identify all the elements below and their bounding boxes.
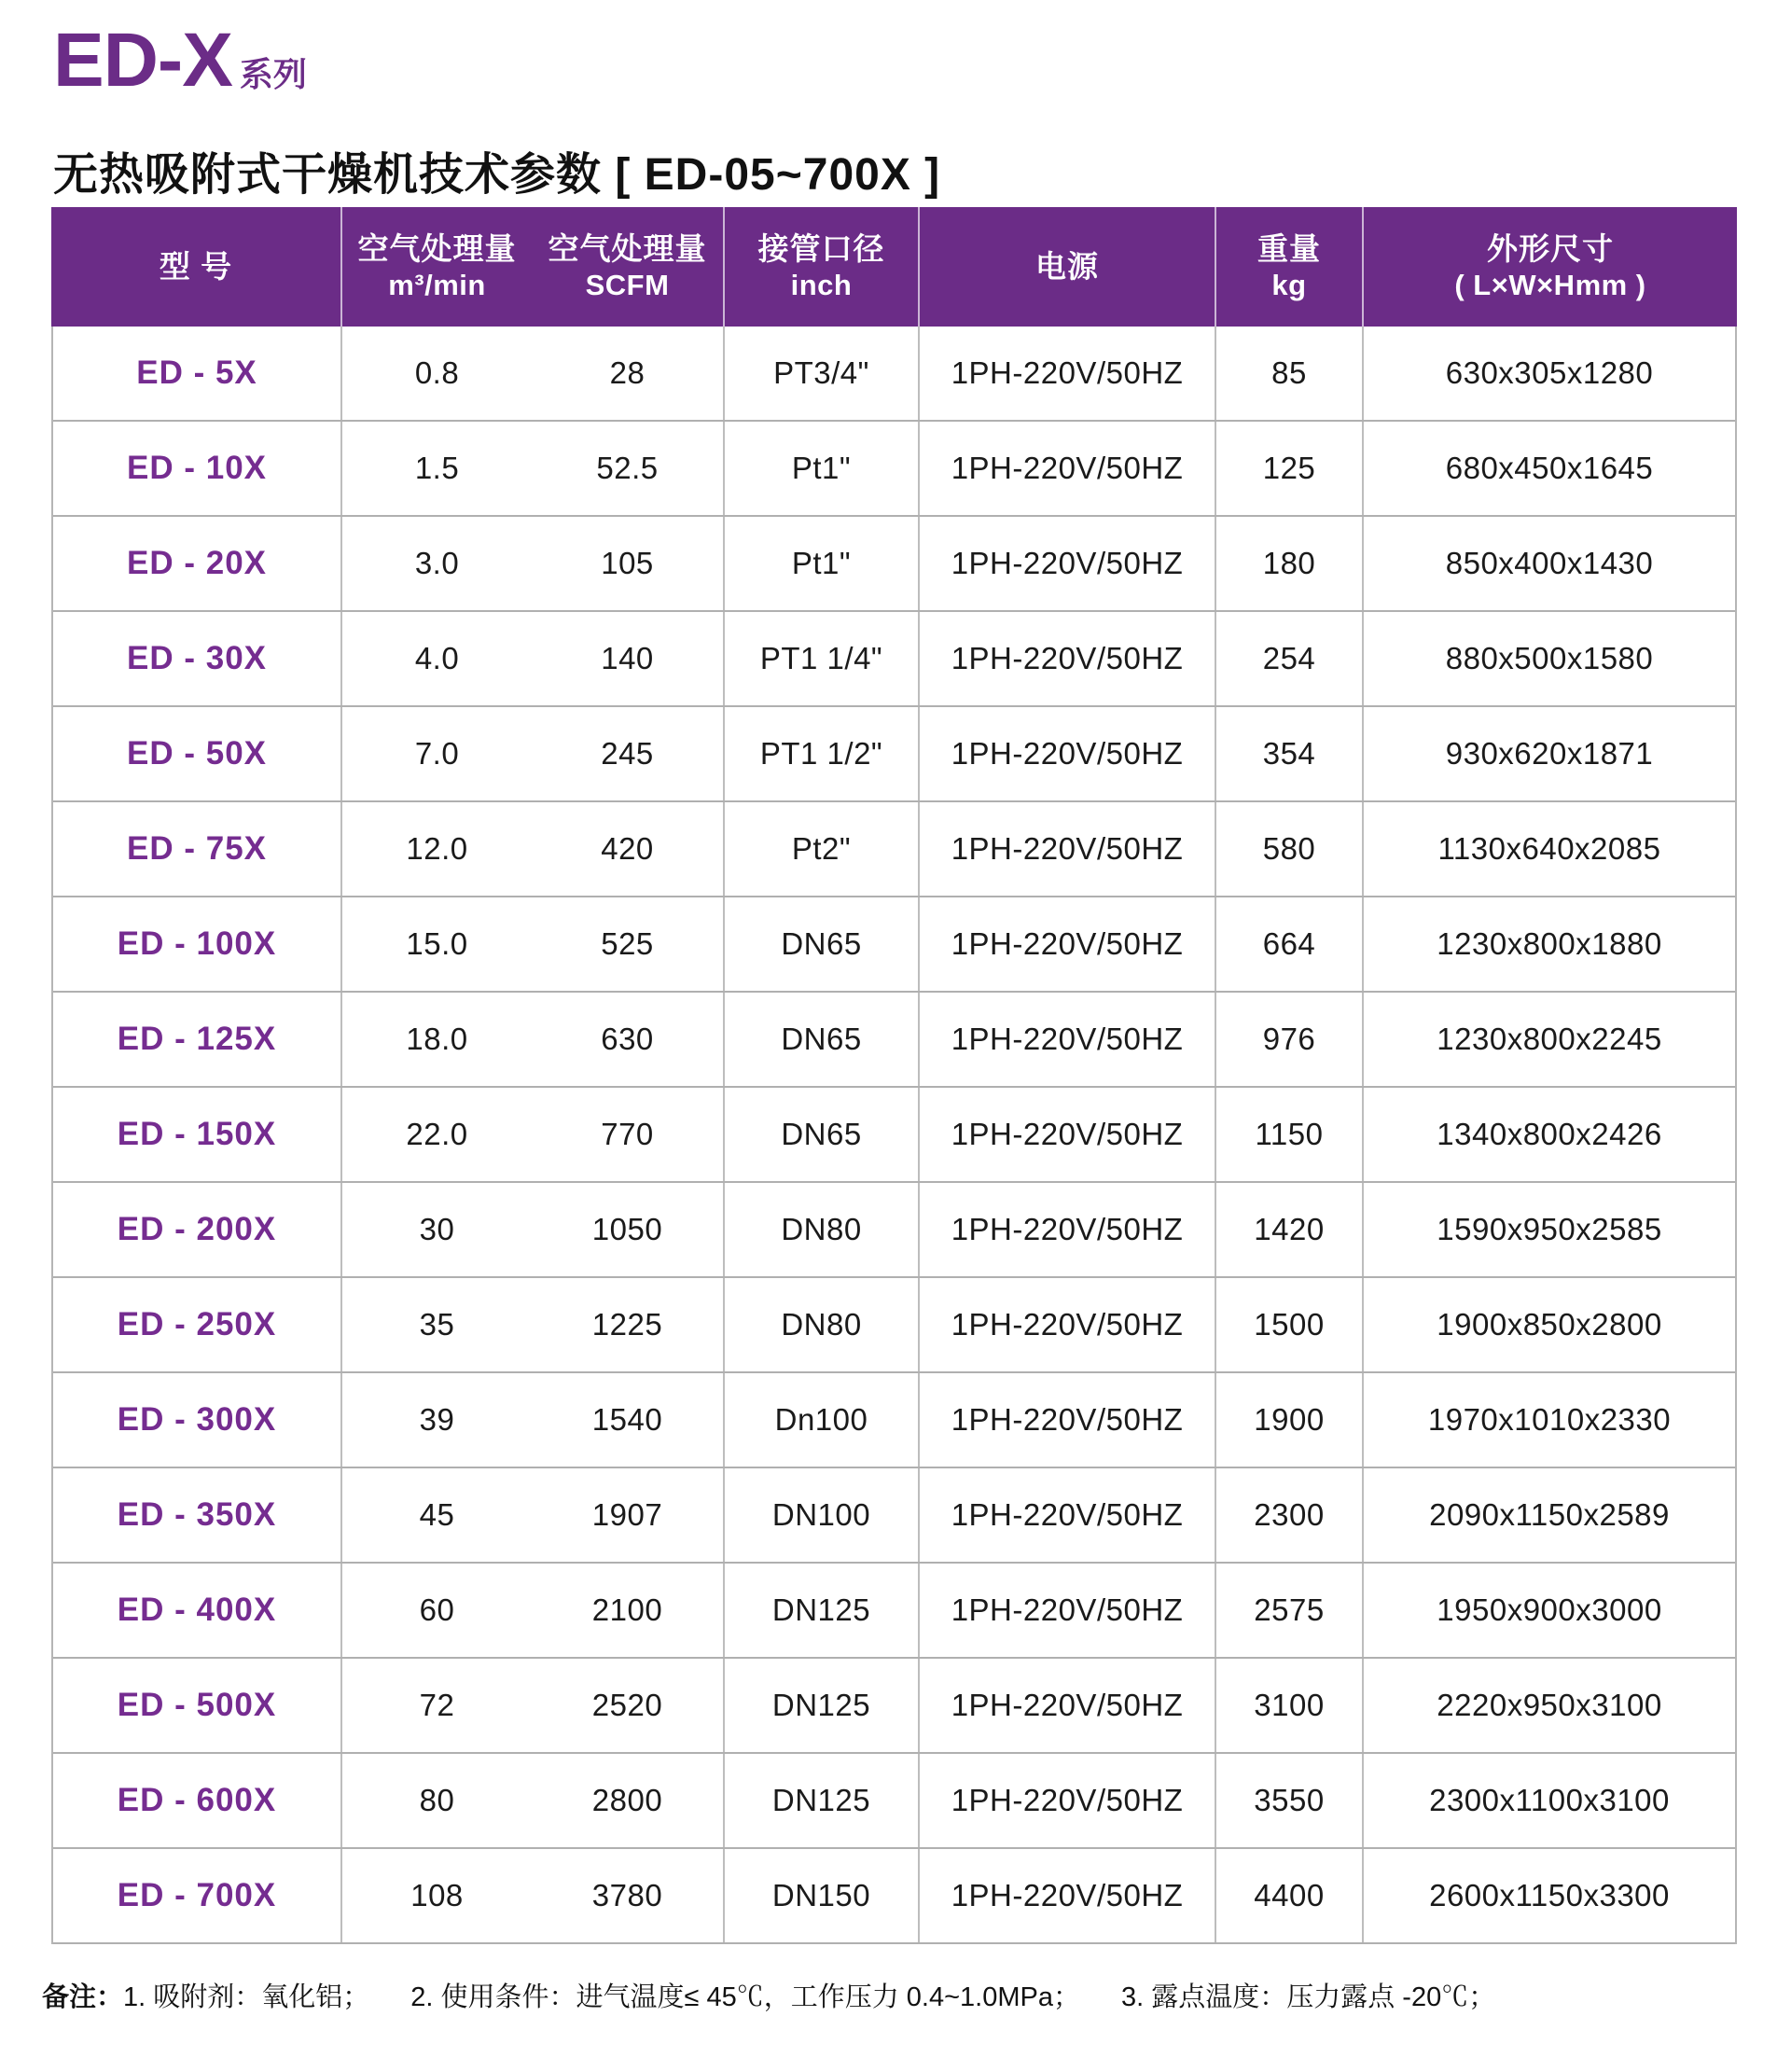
cell-capacity-scfm: 2520 (591, 1688, 663, 1722)
cell-capacity-m3min: 15.0 (340, 897, 532, 991)
cell-weight: 4400 (1215, 1849, 1362, 1942)
table-row (53, 612, 1735, 707)
cell-dimensions: 1130x640x2085 (1362, 802, 1735, 896)
footnote-item: 1. 吸附剂：氧化铝； (123, 1982, 370, 2012)
table-row (53, 1183, 1735, 1278)
footnote (42, 1976, 1495, 2014)
cell-weight: 354 (1215, 707, 1362, 800)
cell-capacity-scfm: 1540 (591, 1402, 663, 1437)
cell-capacity-m3min: 18.0 (340, 993, 532, 1086)
header-weight: 重量 kg (1215, 207, 1362, 327)
cell-capacity-scfm: 28 (609, 355, 646, 390)
cell-model: ED - 400X (117, 1592, 277, 1628)
cell-dimensions: 2090x1150x2589 (1362, 1468, 1735, 1562)
cell-pipe-size: PT1 1/2" (723, 707, 918, 800)
cell-dimensions: 2600x1150x3300 (1362, 1849, 1735, 1942)
cell-power: 1PH-220V/50HZ (918, 1088, 1215, 1181)
cell-model: ED - 50X (127, 735, 267, 772)
page-title: 无热吸附式干燥机技术参数 [ ED-05~700X ] (53, 150, 941, 200)
table-row (53, 1659, 1735, 1754)
header-dimensions: 外形尺寸 ( L×W×Hmm ) (1362, 207, 1737, 327)
table-row (53, 1278, 1735, 1373)
cell-weight: 85 (1215, 327, 1362, 420)
cell-pipe-size: DN80 (723, 1278, 918, 1371)
cell-power: 1PH-220V/50HZ (918, 422, 1215, 515)
header-model: 型 号 (159, 249, 233, 285)
cell-pipe-size: PT1 1/4" (723, 612, 918, 705)
brand-logo (53, 17, 307, 104)
cell-power: 1PH-220V/50HZ (918, 707, 1215, 800)
table-row (53, 993, 1735, 1088)
cell-model: ED - 30X (127, 640, 267, 676)
cell-capacity-m3min: 0.8 (340, 327, 532, 420)
cell-capacity-m3min: 35 (340, 1278, 532, 1371)
cell-capacity-m3min: 7.0 (340, 707, 532, 800)
table-row (53, 897, 1735, 993)
cell-model: ED - 350X (117, 1496, 277, 1533)
table-header-row (51, 207, 1737, 327)
header-capacity-m3: 空气处理量 m³/min (340, 207, 532, 327)
cell-capacity-m3min: 12.0 (340, 802, 532, 896)
cell-capacity-scfm: 105 (601, 546, 654, 580)
header-capacity-scfm: 空气处理量 SCFM (548, 231, 707, 302)
cell-pipe-size: DN80 (723, 1183, 918, 1276)
cell-pipe-size: DN150 (723, 1849, 918, 1942)
cell-model: ED - 150X (117, 1116, 277, 1152)
cell-capacity-scfm: 3780 (591, 1878, 663, 1912)
cell-dimensions: 1230x800x2245 (1362, 993, 1735, 1086)
cell-model: ED - 200X (117, 1211, 277, 1247)
cell-capacity-scfm: 2100 (591, 1592, 663, 1627)
cell-dimensions: 1950x900x3000 (1362, 1564, 1735, 1657)
cell-capacity-m3min: 39 (340, 1373, 532, 1467)
cell-weight: 580 (1215, 802, 1362, 896)
cell-power: 1PH-220V/50HZ (918, 612, 1215, 705)
cell-dimensions: 2220x950x3100 (1362, 1659, 1735, 1752)
cell-capacity-m3min: 60 (340, 1564, 532, 1657)
table-row (53, 422, 1735, 517)
cell-weight: 3550 (1215, 1754, 1362, 1847)
cell-dimensions: 930x620x1871 (1362, 707, 1735, 800)
cell-weight: 1150 (1215, 1088, 1362, 1181)
cell-weight: 1900 (1215, 1373, 1362, 1467)
cell-capacity-scfm: 1050 (591, 1212, 663, 1246)
cell-capacity-scfm: 1907 (591, 1497, 663, 1532)
cell-capacity-m3min: 80 (340, 1754, 532, 1847)
cell-capacity-scfm: 245 (601, 736, 654, 771)
table-row (53, 707, 1735, 802)
brand-suffix: 系列 (239, 55, 307, 93)
table-row (53, 327, 1735, 422)
cell-capacity-m3min: 22.0 (340, 1088, 532, 1181)
table-row (53, 1564, 1735, 1659)
cell-weight: 1420 (1215, 1183, 1362, 1276)
cell-model: ED - 500X (117, 1687, 277, 1723)
cell-pipe-size: DN100 (723, 1468, 918, 1562)
cell-pipe-size: Pt1" (723, 517, 918, 610)
cell-power: 1PH-220V/50HZ (918, 1468, 1215, 1562)
cell-model: ED - 700X (117, 1877, 277, 1913)
cell-weight: 2575 (1215, 1564, 1362, 1657)
cell-power: 1PH-220V/50HZ (918, 1849, 1215, 1942)
cell-model: ED - 100X (117, 925, 277, 962)
cell-power: 1PH-220V/50HZ (918, 802, 1215, 896)
cell-capacity-scfm: 1225 (591, 1307, 663, 1342)
cell-power: 1PH-220V/50HZ (918, 897, 1215, 991)
cell-power: 1PH-220V/50HZ (918, 327, 1215, 420)
cell-pipe-size: Pt2" (723, 802, 918, 896)
header-pipe-size: 接管口径 inch (723, 207, 918, 327)
cell-weight: 976 (1215, 993, 1362, 1086)
cell-pipe-size: Pt1" (723, 422, 918, 515)
cell-model: ED - 75X (127, 830, 267, 867)
cell-power: 1PH-220V/50HZ (918, 1564, 1215, 1657)
spec-table (51, 207, 1737, 1944)
cell-capacity-scfm: 770 (601, 1117, 654, 1151)
cell-capacity-m3min: 1.5 (340, 422, 532, 515)
cell-dimensions: 1340x800x2426 (1362, 1088, 1735, 1181)
cell-pipe-size: PT3/4" (723, 327, 918, 420)
cell-capacity-scfm: 52.5 (596, 451, 659, 485)
cell-weight: 1500 (1215, 1278, 1362, 1371)
cell-capacity-scfm: 525 (601, 926, 654, 961)
footnote-item: 2. 使用条件：进气温度≤ 45℃，工作压力 0.4~1.0MPa； (410, 1982, 1080, 2012)
cell-model: ED - 250X (117, 1306, 277, 1342)
cell-model: ED - 300X (117, 1401, 277, 1438)
cell-pipe-size: Dn100 (723, 1373, 918, 1467)
cell-dimensions: 1970x1010x2330 (1362, 1373, 1735, 1467)
cell-weight: 2300 (1215, 1468, 1362, 1562)
cell-power: 1PH-220V/50HZ (918, 1373, 1215, 1467)
cell-weight: 254 (1215, 612, 1362, 705)
cell-power: 1PH-220V/50HZ (918, 1754, 1215, 1847)
cell-model: ED - 10X (127, 450, 267, 486)
cell-dimensions: 850x400x1430 (1362, 517, 1735, 610)
cell-model: ED - 600X (117, 1782, 277, 1818)
cell-capacity-scfm: 2800 (591, 1783, 663, 1817)
cell-dimensions: 680x450x1645 (1362, 422, 1735, 515)
cell-capacity-scfm: 420 (601, 831, 654, 866)
cell-power: 1PH-220V/50HZ (918, 993, 1215, 1086)
header-power: 电源 (918, 207, 1215, 327)
cell-capacity-scfm: 140 (601, 641, 654, 675)
cell-capacity-m3min: 108 (340, 1849, 532, 1942)
footnote-label: 备注： (42, 1982, 124, 2012)
footnote-item: 3. 露点温度：压力露点 -20℃； (1121, 1982, 1496, 2012)
cell-dimensions: 1230x800x1880 (1362, 897, 1735, 991)
cell-dimensions: 880x500x1580 (1362, 612, 1735, 705)
table-row (53, 517, 1735, 612)
table-row (53, 1088, 1735, 1183)
cell-pipe-size: DN65 (723, 1088, 918, 1181)
cell-capacity-m3min: 45 (340, 1468, 532, 1562)
cell-dimensions: 2300x1100x3100 (1362, 1754, 1735, 1847)
cell-power: 1PH-220V/50HZ (918, 1183, 1215, 1276)
cell-power: 1PH-220V/50HZ (918, 1659, 1215, 1752)
cell-model: ED - 5X (136, 355, 257, 391)
cell-pipe-size: DN125 (723, 1659, 918, 1752)
cell-pipe-size: DN125 (723, 1564, 918, 1657)
cell-capacity-m3min: 3.0 (340, 517, 532, 610)
cell-capacity-scfm: 630 (601, 1022, 654, 1056)
cell-weight: 3100 (1215, 1659, 1362, 1752)
table-row (53, 1754, 1735, 1849)
cell-capacity-m3min: 4.0 (340, 612, 532, 705)
cell-capacity-m3min: 72 (340, 1659, 532, 1752)
cell-weight: 180 (1215, 517, 1362, 610)
table-row (53, 1468, 1735, 1564)
cell-dimensions: 1900x850x2800 (1362, 1278, 1735, 1371)
cell-pipe-size: DN125 (723, 1754, 918, 1847)
table-row (53, 1849, 1735, 1944)
cell-pipe-size: DN65 (723, 897, 918, 991)
cell-power: 1PH-220V/50HZ (918, 517, 1215, 610)
table-body (51, 327, 1737, 1944)
cell-weight: 125 (1215, 422, 1362, 515)
cell-model: ED - 125X (117, 1021, 277, 1057)
cell-capacity-m3min: 30 (340, 1183, 532, 1276)
cell-dimensions: 1590x950x2585 (1362, 1183, 1735, 1276)
cell-weight: 664 (1215, 897, 1362, 991)
cell-model: ED - 20X (127, 545, 267, 581)
cell-dimensions: 630x305x1280 (1362, 327, 1735, 420)
table-row (53, 802, 1735, 897)
brand-name: ED-X (53, 18, 232, 103)
cell-pipe-size: DN65 (723, 993, 918, 1086)
table-row (53, 1373, 1735, 1468)
cell-power: 1PH-220V/50HZ (918, 1278, 1215, 1371)
